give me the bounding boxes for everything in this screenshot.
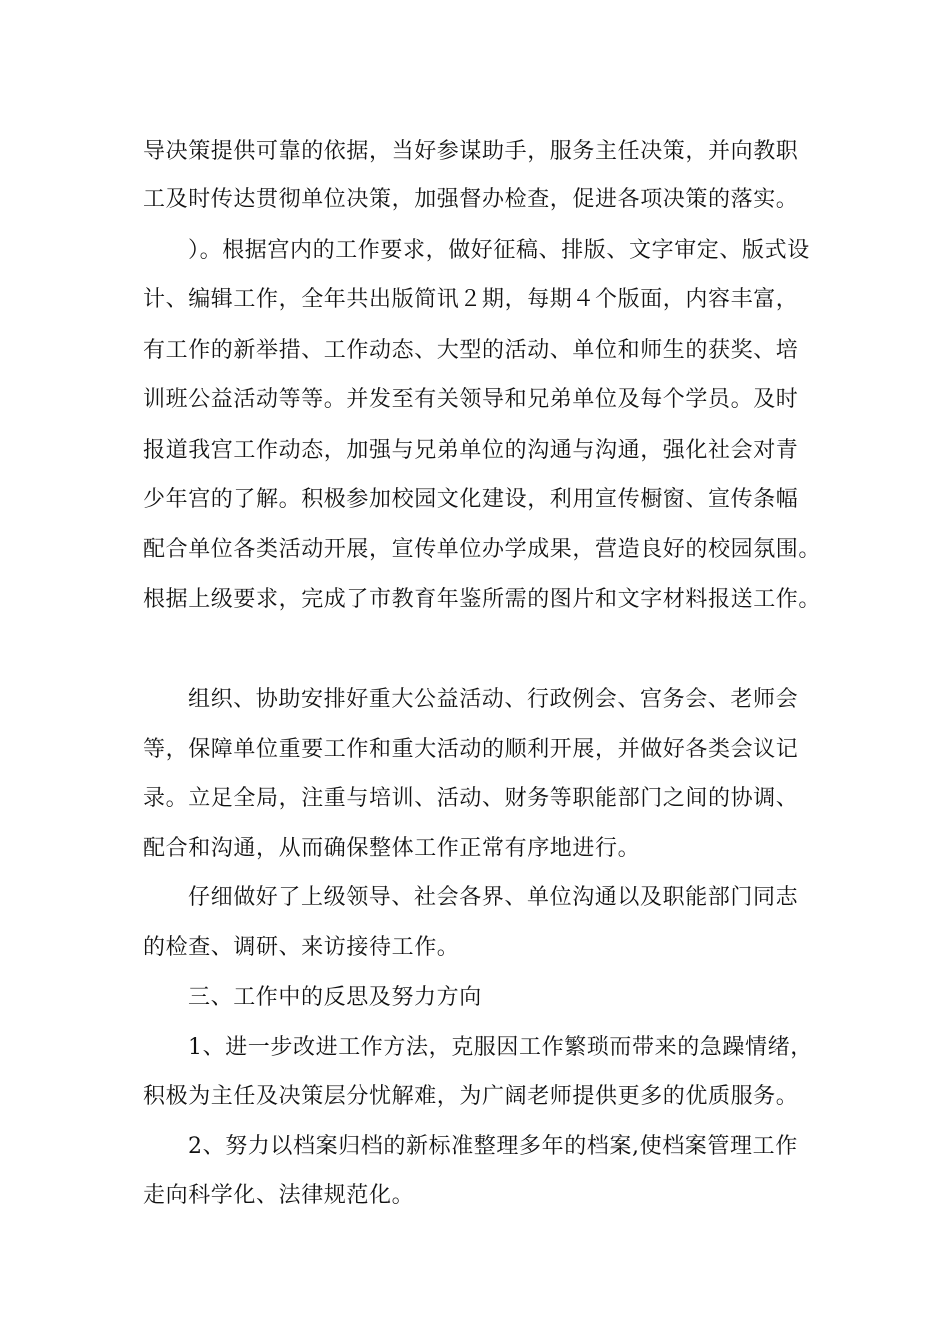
text-line-8: 少年宫的了解。积极参加校园文化建设，利用宣传橱窗、宣传条幅 (143, 487, 799, 512)
text-line-5: 有工作的新举措、工作动态、大型的活动、单位和师生的获奖、培 (143, 338, 799, 363)
text-line-20: 2、努力以档案归档的新标准整理多年的档案,使档案管理工作 (188, 1134, 798, 1159)
text-line-1: 导决策提供可靠的依据，当好参谋助手，服务主任决策，并向教职 (143, 139, 799, 164)
text-line-12: 等，保障单位重要工作和重大活动的顺利开展，并做好各类会议记 (143, 737, 799, 762)
text-line-15: 仔细做好了上级领导、社会各界、单位沟通以及职能部门同志 (188, 885, 799, 910)
text-line-18: 1、进一步改进工作方法，克服因工作繁琐而带来的急躁情绪， (188, 1035, 813, 1060)
text-line-9: 配合单位各类活动开展，宣传单位办学成果，营造良好的校园氛围。 (143, 537, 822, 562)
section-heading: 三、工作中的反思及努力方向 (188, 985, 482, 1010)
text-line-3: ）。根据宫内的工作要求，做好征稿、排版、文字审定、版式设 (188, 238, 810, 263)
text-line-21: 走向科学化、法律规范化。 (143, 1183, 415, 1208)
text-line-4: 计、编辑工作，全年共出版简讯２期，每期４个版面，内容丰富， (143, 287, 799, 312)
text-line-13: 录。立足全局，注重与培训、活动、财务等职能部门之间的协调、 (143, 786, 799, 811)
text-line-16: 的检查、调研、来访接待工作。 (143, 935, 460, 960)
text-line-19: 积极为主任及决策层分忧解难，为广阔老师提供更多的优质服务。 (143, 1084, 799, 1109)
text-line-14: 配合和沟通，从而确保整体工作正常有序地进行。 (143, 836, 641, 861)
text-line-6: 训班公益活动等等。并发至有关领导和兄弟单位及每个学员。及时 (143, 387, 799, 412)
text-line-7: 报道我宫工作动态，加强与兄弟单位的沟通与沟通，强化社会对青 (143, 438, 799, 463)
text-line-11: 组织、协助安排好重大公益活动、行政例会、宫务会、老师会 (188, 687, 799, 712)
text-line-10: 根据上级要求，完成了市教育年鉴所需的图片和文字材料报送工作。 (143, 587, 822, 612)
text-line-2: 工及时传达贯彻单位决策，加强督办检查，促进各项决策的落实。 (143, 187, 799, 212)
